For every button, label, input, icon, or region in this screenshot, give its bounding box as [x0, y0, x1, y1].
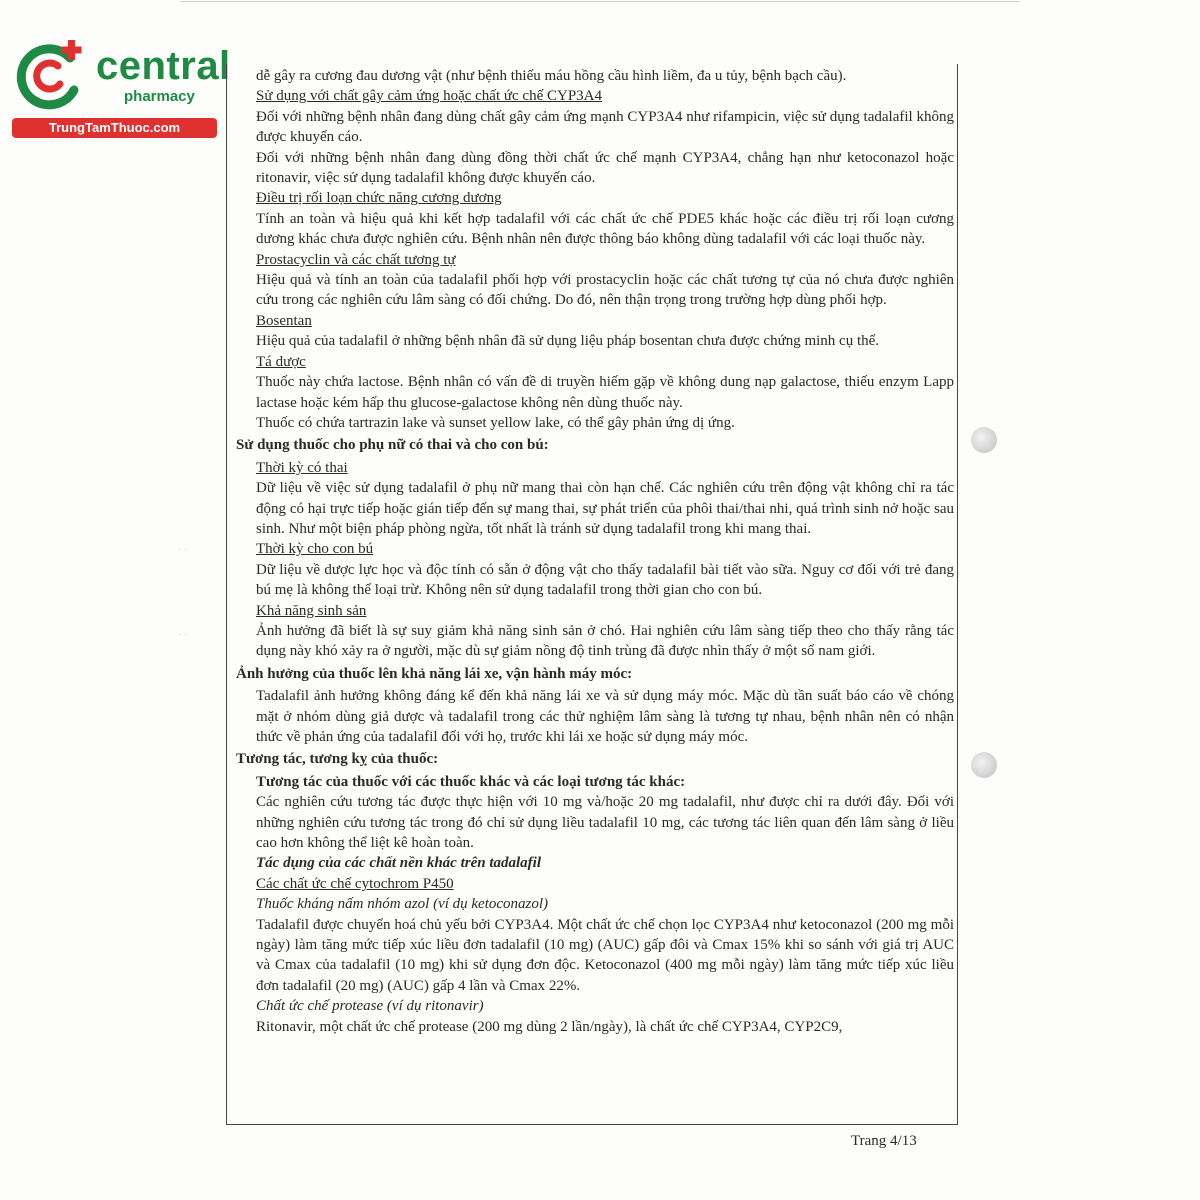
top-edge-line [180, 1, 1020, 2]
faint-margin-mark: · · [178, 545, 188, 556]
document-body [236, 66, 954, 1037]
central-pharmacy-logo [10, 38, 231, 138]
logo-brand-text: central [96, 44, 231, 88]
pharmacy-c-cross-icon [12, 40, 92, 112]
italic-subheading: Thuốc kháng nấm nhóm azol (ví dụ ketoconazol) [256, 896, 549, 913]
punch-hole-icon [971, 427, 997, 453]
section-heading: Sử dụng thuốc cho phụ nữ có thai và cho con bú: [236, 437, 549, 454]
subsection-heading: Bosentan [256, 312, 312, 329]
subsection-heading: Thời kỳ cho con bú [256, 541, 374, 558]
paragraph: Đối với những bệnh nhân đang dùng chất gây cảm ứng mạnh CYP3A4 như rifampicin, việc sử dụng tadalafil không được khuyến cáo. [256, 108, 954, 146]
paragraph: Dữ liệu về việc sử dụng tadalafil ở phụ nữ mang thai còn hạn chế. Các nghiên cứu trên động vật không chỉ ra tác động có hại trực tiếp hoặc gián tiếp đến sự mang thai, sự phát triển của phôi thai/thai nhi, quá trình sinh nở hoặc sau sinh. Như một biện pháp phòng ngừa, tốt nhất là tránh sử dụng tadalafil trong khi mang thai. [256, 480, 954, 537]
paragraph: Tadalafil được chuyển hoá chủ yếu bởi CYP3A4. Một chất ức chế chọn lọc CYP3A4 như ketoconazol (200 mg mỗi ngày) làm tăng mức tiếp xúc liều đơn tadalafil (10 mg) (AUC) gấp đôi và Cmax 15% khi so sánh với giá trị AUC và Cmax của tadalafil (10 mg) khi sử dụng đơn độc. Ketoconazol (400 mg mỗi ngày) làm tăng mức tiếp xúc liều đơn tadalafil (20 mg) (AUC) gấp 4 lần và Cmax 22%. [256, 916, 954, 994]
subsection-heading: Sử dụng với chất gây cảm ứng hoặc chất ức chế CYP3A4 [256, 88, 602, 105]
subsection-heading: Điều trị rối loạn chức năng cương dương [256, 190, 502, 207]
paragraph: dễ gây ra cương đau dương vật (như bệnh thiếu máu hồng cầu hình liềm, đa u tủy, bệnh bạch cầu). [256, 68, 847, 84]
paragraph: Dữ liệu về dược lực học và độc tính có sẵn ở động vật cho thấy tadalafil bài tiết vào sữa. Nguy cơ đối với trẻ đang bú mẹ là không thể loại trừ. Không nên sử dụng tadalafil trong thời gian cho con bú. [256, 561, 954, 599]
section-heading: Ảnh hưởng của thuốc lên khả năng lái xe, vận hành máy móc: [236, 665, 633, 682]
paragraph: Hiệu quả của tadalafil ở những bệnh nhân đã sử dụng liệu pháp bosentan chưa được chứng minh cụ thể. [256, 333, 880, 350]
subsection-heading: Thời kỳ có thai [256, 459, 348, 476]
paragraph: Thuốc này chứa lactose. Bệnh nhân có vấn đề di truyền hiếm gặp về không dung nạp galactose, thiếu enzym Lapp lactase hoặc kém hấp thu glucose-galactose không nên dùng thuốc này. [256, 374, 954, 411]
section-heading: Tương tác, tương kỵ của thuốc: [236, 751, 439, 768]
logo-url-banner: TrungTamThuoc.com [12, 118, 217, 138]
paragraph: Các nghiên cứu tương tác được thực hiện với 10 mg và/hoặc 20 mg tadalafil, như được chỉ ra dưới đây. Đối với những nghiên cứu tương tác trong đó chỉ sử dụng liều tadalafil 10 mg, các tương tác liên quan đến lâm sàng ở liều cao hơn không thể liệt kê hoàn toàn. [256, 794, 954, 852]
logo-sub-text: pharmacy [124, 88, 195, 105]
paragraph: Ảnh hưởng đã biết là sự suy giảm khả năng sinh sản ở chó. Hai nghiên cứu lâm sàng tiếp theo cho thấy rằng tác dụng này khó xảy ra ở người, mặc dù sự giảm nồng độ tinh trùng đã được nhìn thấy ở một số nam giới. [256, 622, 954, 660]
page-number: Trang 4/13 [851, 1133, 917, 1149]
paragraph: Ritonavir, một chất ức chế protease (200 mg dùng 2 lần/ngày), là chất ức chế CYP3A4, CYP2C9, [256, 1018, 843, 1035]
faint-margin-mark: · · [178, 630, 188, 641]
subsection-heading: Tá dược [256, 353, 306, 370]
subsection-heading-bold-italic: Tác dụng của các chất nền khác trên tadalafil [256, 855, 541, 872]
italic-subheading: Chất ức chế protease (ví dụ ritonavir) [256, 998, 484, 1015]
paragraph: Đối với những bệnh nhân đang dùng đồng thời chất ức chế mạnh CYP3A4, chẳng hạn như ketoconazol hoặc ritonavir, việc sử dụng tadalafil không được khuyến cáo. [256, 149, 954, 187]
paragraph: Tadalafil ảnh hưởng không đáng kể đến khả năng lái xe và sử dụng máy móc. Mặc dù tần suất báo cáo về chóng mặt ở nhóm dùng giả dược và tadalafil trong các thử nghiệm lâm sàng là tương tự nhau, bệnh nhân nên có nhận thức về phản ứng của tadalafil đối với họ, trước khi lái xe hoặc sử dụng máy móc. [256, 688, 954, 745]
subsection-heading: Các chất ức chế cytochrom P450 [256, 875, 454, 892]
subsection-heading-bold: Tương tác của thuốc với các thuốc khác và các loại tương tác khác: [256, 773, 686, 790]
paragraph: Thuốc có chứa tartrazin lake và sunset yellow lake, có thể gây phản ứng dị ứng. [256, 414, 735, 431]
subsection-heading: Khả năng sinh sản [256, 602, 367, 619]
subsection-heading: Prostacyclin và các chất tương tự [256, 251, 456, 268]
punch-hole-icon [971, 752, 997, 778]
paragraph: Hiệu quả và tính an toàn của tadalafil phối hợp với prostacyclin hoặc các chất tương tự của nó chưa được nghiên cứu trong các nghiên cứu lâm sàng có đối chứng. Do đó, nên thận trọng trong trường hợp dùng phối hợp. [256, 272, 954, 309]
paragraph: Tính an toàn và hiệu quả khi kết hợp tadalafil với các chất ức chế PDE5 khác hoặc các điều trị rối loạn cương dương khác chưa được nghiên cứu. Bệnh nhân nên được thông báo không dùng tadalafil với các loại thuốc này. [256, 210, 954, 248]
